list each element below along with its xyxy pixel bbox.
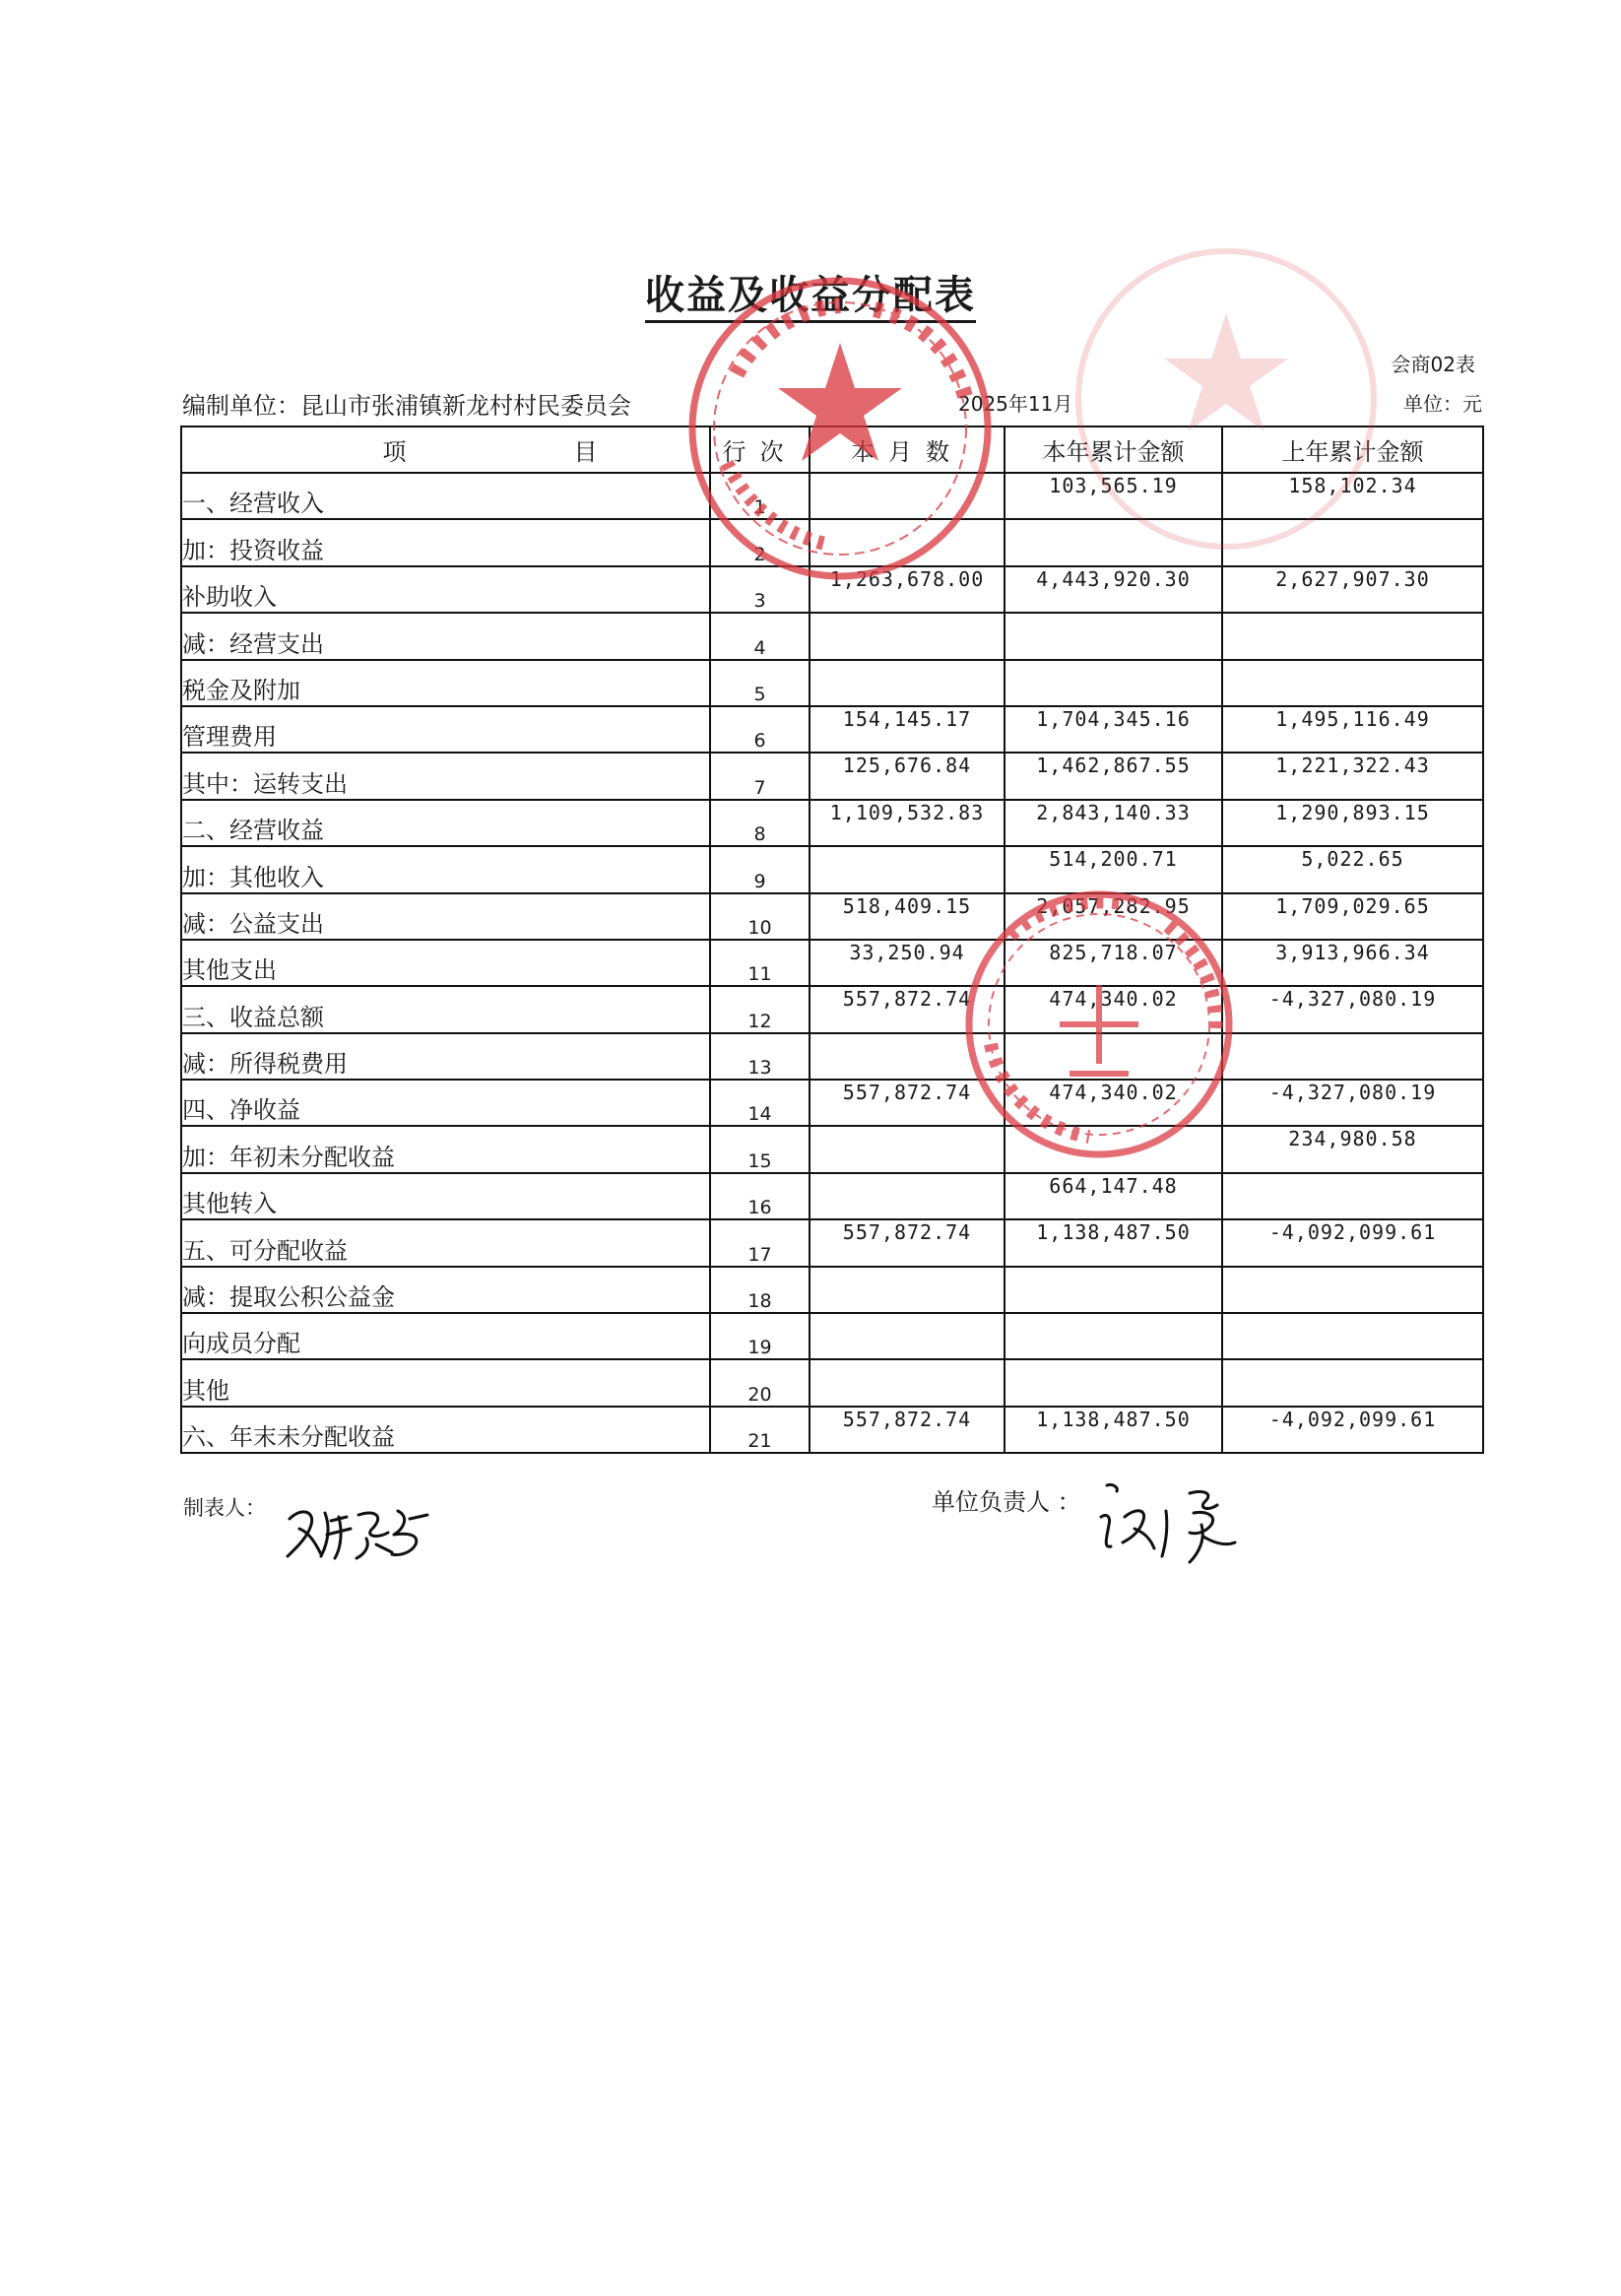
row-number: 18: [710, 1267, 810, 1313]
cell-year-to-date: 1,138,487.50: [1005, 1407, 1222, 1453]
cell-last-year: 5,022.65: [1222, 846, 1483, 892]
cell-year-to-date: 474,340.02: [1005, 1080, 1222, 1126]
table-row: [181, 1267, 1483, 1313]
cell-year-to-date: 2,057,282.95: [1005, 893, 1222, 940]
cell-year-to-date: [1005, 1267, 1222, 1313]
row-item-label: 减：公益支出: [181, 893, 710, 940]
table-row: [181, 986, 1483, 1032]
report-period: 2025年11月: [958, 392, 1073, 416]
row-number: 10: [710, 893, 810, 940]
row-item-label: 减：所得税费用: [181, 1033, 710, 1080]
row-item-label: 加：其他收入: [181, 846, 710, 892]
cell-last-year: -4,327,080.19: [1222, 1080, 1483, 1126]
cell-this-month: [810, 1313, 1005, 1359]
cell-last-year: -4,092,099.61: [1222, 1407, 1483, 1453]
cell-this-month: 518,409.15: [810, 893, 1005, 940]
faint-seal-top-right: [1064, 236, 1389, 561]
cell-year-to-date: 1,138,487.50: [1005, 1219, 1222, 1266]
cell-year-to-date: 825,718.07: [1005, 940, 1222, 986]
cell-year-to-date: 664,147.48: [1005, 1173, 1222, 1219]
table-row: [181, 1080, 1483, 1126]
table-row: [181, 1407, 1483, 1453]
cell-year-to-date: 1,462,867.55: [1005, 753, 1222, 799]
table-row: [181, 1173, 1483, 1219]
cell-this-month: [810, 613, 1005, 659]
cell-last-year: [1222, 1033, 1483, 1080]
row-number: 4: [710, 613, 810, 659]
table-row: [181, 1033, 1483, 1080]
cell-year-to-date: [1005, 1359, 1222, 1406]
cell-this-month: 557,872.74: [810, 1407, 1005, 1453]
row-number: 16: [710, 1173, 810, 1219]
preparer-label: 制表人：: [183, 1496, 266, 1520]
row-number: 14: [710, 1080, 810, 1126]
cell-last-year: [1222, 1313, 1483, 1359]
cell-year-to-date: 4,443,920.30: [1005, 566, 1222, 613]
header-row-no: 行次: [710, 426, 810, 473]
cell-this-month: 1,263,678.00: [810, 566, 1005, 613]
header-year-to-date: 本年累计金额: [1005, 426, 1222, 473]
row-item-label: 四、净收益: [181, 1080, 710, 1126]
cell-last-year: 2,627,907.30: [1222, 566, 1483, 613]
preparing-unit: 编制单位：昆山市张浦镇新龙村村民委员会: [182, 392, 631, 420]
row-number: 13: [710, 1033, 810, 1080]
table-row: [181, 660, 1483, 706]
row-number: 6: [710, 706, 810, 753]
row-item-label: 二、经营收益: [181, 800, 710, 846]
cell-year-to-date: [1005, 660, 1222, 706]
cell-year-to-date: 514,200.71: [1005, 846, 1222, 892]
cell-last-year: [1222, 660, 1483, 706]
cell-last-year: 1,221,322.43: [1222, 753, 1483, 799]
cell-last-year: -4,092,099.61: [1222, 1219, 1483, 1266]
cell-last-year: 3,913,966.34: [1222, 940, 1483, 986]
cell-last-year: [1222, 613, 1483, 659]
cell-last-year: 234,980.58: [1222, 1126, 1483, 1172]
table-row: [181, 893, 1483, 940]
cell-last-year: 1,495,116.49: [1222, 706, 1483, 753]
cell-last-year: -4,327,080.19: [1222, 986, 1483, 1032]
row-item-label: 其他转入: [181, 1173, 710, 1219]
cell-this-month: 557,872.74: [810, 1219, 1005, 1266]
cell-last-year: 1,709,029.65: [1222, 893, 1483, 940]
cell-year-to-date: [1005, 1313, 1222, 1359]
row-item-label: 管理费用: [181, 706, 710, 753]
table-row: [181, 753, 1483, 799]
row-number: 7: [710, 753, 810, 799]
row-number: 8: [710, 800, 810, 846]
table-row: [181, 1126, 1483, 1172]
row-number: 11: [710, 940, 810, 986]
cell-this-month: 1,109,532.83: [810, 800, 1005, 846]
table-row: [181, 613, 1483, 659]
cell-this-month: 33,250.94: [810, 940, 1005, 986]
cell-this-month: [810, 1173, 1005, 1219]
row-number: 9: [710, 846, 810, 892]
row-item-label: 其中：运转支出: [181, 753, 710, 799]
cell-this-month: [810, 1359, 1005, 1406]
cell-year-to-date: 1,704,345.16: [1005, 706, 1222, 753]
row-item-label: 减：提取公积公益金: [181, 1267, 710, 1313]
row-number: 3: [710, 566, 810, 613]
row-item-label: 其他支出: [181, 940, 710, 986]
supervisor-label: 单位负责人 ：: [932, 1488, 1081, 1516]
official-seal-top: [678, 266, 1003, 591]
row-number: 5: [710, 660, 810, 706]
row-item-label: 六、年末未分配收益: [181, 1407, 710, 1453]
form-code: 会商02表: [1391, 353, 1475, 376]
row-number: 17: [710, 1219, 810, 1266]
cell-last-year: [1222, 1173, 1483, 1219]
cell-year-to-date: 2,843,140.33: [1005, 800, 1222, 846]
cell-this-month: 557,872.74: [810, 1080, 1005, 1126]
cell-this-month: 125,676.84: [810, 753, 1005, 799]
cell-last-year: [1222, 1267, 1483, 1313]
cell-year-to-date: [1005, 613, 1222, 659]
row-number: 2: [710, 519, 810, 565]
row-number: 1: [710, 473, 810, 519]
header-item: 项 目: [181, 426, 710, 473]
cell-this-month: 154,145.17: [810, 706, 1005, 753]
table-row: [181, 940, 1483, 986]
row-item-label: 五、可分配收益: [181, 1219, 710, 1266]
row-item-label: 一、经营收入: [181, 473, 710, 519]
cell-this-month: [810, 660, 1005, 706]
row-item-label: 其他: [181, 1359, 710, 1406]
header-this-month: 本月数: [810, 426, 1005, 473]
table-row: [181, 1359, 1483, 1406]
row-number: 19: [710, 1313, 810, 1359]
row-number: 20: [710, 1359, 810, 1406]
table-row: [181, 1313, 1483, 1359]
cell-this-month: 557,872.74: [810, 986, 1005, 1032]
row-item-label: 三、收益总额: [181, 986, 710, 1032]
row-item-label: 加：投资收益: [181, 519, 710, 565]
table-row: [181, 846, 1483, 892]
cell-last-year: 158,102.34: [1222, 473, 1483, 519]
page-title: 收益及收益分配表: [0, 264, 1621, 320]
table-row: [181, 800, 1483, 846]
header-last-year: 上年累计金额: [1222, 426, 1483, 473]
row-number: 12: [710, 986, 810, 1032]
cell-this-month: [810, 1267, 1005, 1313]
currency-unit: 单位：元: [1403, 392, 1482, 416]
row-item-label: 向成员分配: [181, 1313, 710, 1359]
row-item-label: 税金及附加: [181, 660, 710, 706]
official-seal-middle: [951, 877, 1247, 1172]
table-row: [181, 706, 1483, 753]
cell-year-to-date: 103,565.19: [1005, 473, 1222, 519]
row-number: 15: [710, 1126, 810, 1172]
cell-year-to-date: 474,340.02: [1005, 986, 1222, 1032]
supervisor-signature: [1095, 1477, 1253, 1572]
row-item-label: 加：年初未分配收益: [181, 1126, 710, 1172]
preparer-signature: [282, 1499, 439, 1564]
table-row: [181, 1219, 1483, 1266]
row-item-label: 补助收入: [181, 566, 710, 613]
cell-last-year: [1222, 1359, 1483, 1406]
row-item-label: 减：经营支出: [181, 613, 710, 659]
row-number: 21: [710, 1407, 810, 1453]
cell-last-year: 1,290,893.15: [1222, 800, 1483, 846]
table-body: [181, 473, 1483, 1453]
